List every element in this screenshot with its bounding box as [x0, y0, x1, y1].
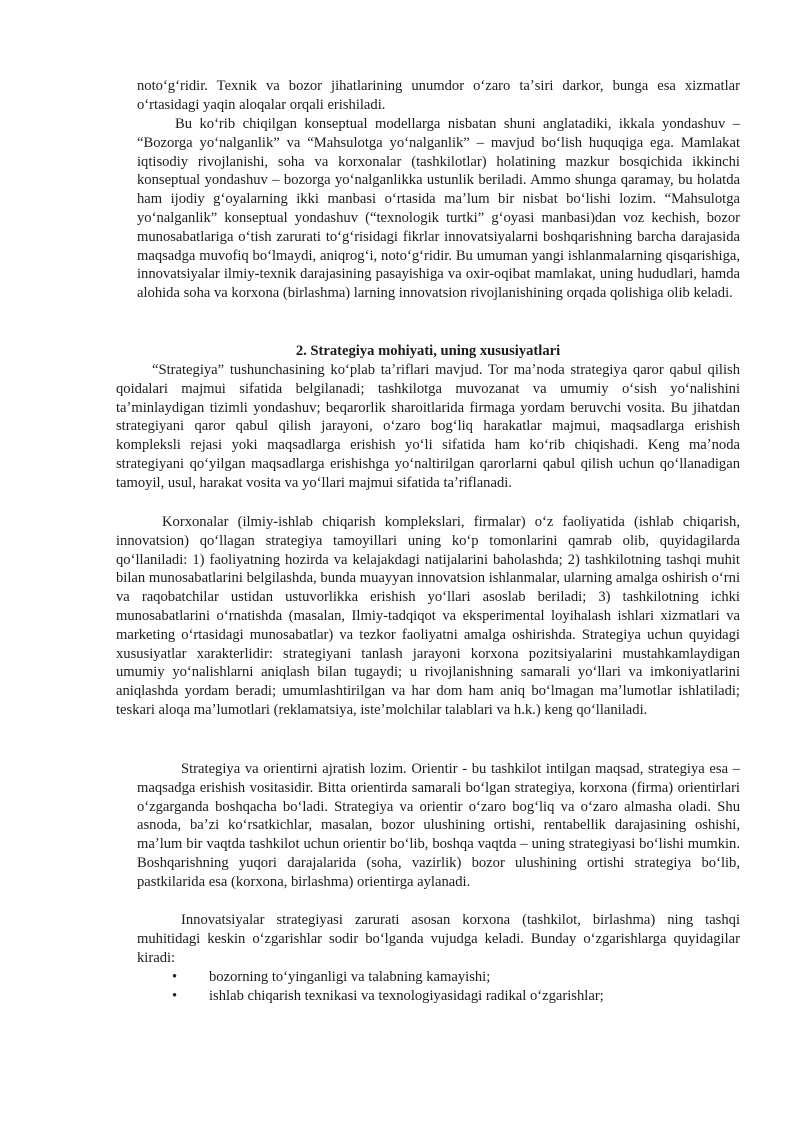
bullet-icon: •: [172, 969, 178, 985]
paragraph-conceptual-approaches: Bu koʻrib chiqilgan konseptual modellarga nisbatan shuni anglatadiki, ikkala yondashuv – “Bozorga yoʻnalganlik” va “Mahsulotga yoʻnalganlik” – mavjud boʻlish huquqiga ega. Mamlakat iqtisodiy rivojlanishi, soha va korxonalar (tashkilotlar) holatining mazkur bosqichida ikkinchi konseptual yondashuv – bozorga yoʻnalganlikka ustunlik beriladi. Ammo shunga qaramay, bu holatda ham ijodiy gʻoyalarning ikki manbasi oʻrtasida maʼlum bir nisbat boʻlishi lozim. “Mahsulotga yoʻnalganlik” konseptual yondashuv (“texnologik turtki” gʻoyasi manbasi)dan voz kechish, bozor munosabatlariga oʻtish zarurati toʻgʻrisidagi fikrlar innovatsiyalarni boshqarishning barcha darajasida maqsadga muvofiq boʻlmaydi, aniqrogʻi, notoʻgʻridir. Bu umuman yangi ishlanmalarning qisqarishiga, innovatsiyalar ilmiy-texnik darajasining pasayishiga va oxir-oqibat mamlakat, uning hududlari, hamda alohida soha va korxona (birlashma) larning innovatsion rivojlanishining orqada qolishiga olib keladi.: [137, 116, 740, 302]
list-item-text: ishlab chiqarish texnikasi va texnologiyasidagi radikal oʻzgarishlar;: [209, 988, 604, 1004]
paragraph-strategy-definition: “Strategiya” tushunchasining koʻplab taʼriflari mavjud. Tor maʼnoda strategiya qaror qabul qilish qoidalari majmui sifatida belgilanadi; tashkilotga muvozanat va umumiy oʻsish yoʻnalishini taʼminlaydigan tizimli yondashuv; beqarorlik sharoitlarida firmaga yordam beruvchi vosita. Bu jihatdan strategiyani qaror qabul qilish jarayoni, oʻzaro bogʻliq harakatlar majmui, maqsadlarga erishish kompleksli rejasi yoki maqsadlarga erishish yoʻli sifatida ham koʻrib chiqishadi. Keng maʼnoda strategiyani qoʻyilgan maqsadlarga erishishga yoʻnaltirilgan qarorlarni qabul qilish uchun qoʻllanadigan tamoyil, usul, harakat vosita va yoʻllari majmui sifatida taʼriflanadi.: [116, 362, 740, 491]
paragraph-innovation-strategy: Innovatsiyalar strategiyasi zarurati asosan korxona (tashkilot, birlashma) ning tashqi muhitidagi keskin oʻzgarishlar sodir boʻlganda vujudga keladi. Bunday oʻzgarishlarga quyidagilar kiradi:: [137, 912, 740, 966]
bullet-icon: •: [172, 988, 178, 1004]
paragraph-strategy-orientir: Strategiya va orientirni ajratish lozim. Orientir - bu tashkilot intilgan maqsad, strategiya esa – maqsadga erishish vositasidir. Bitta orientirda samarali boʻlgan strategiya, korxona (firma) orientirlari oʻzgarganda boshqacha boʻladi. Strategiya va orientir oʻzaro bogʻliq va oʻzaro almasha oladi. Shu asnoda, baʼzi koʻrsatkichlar, masalan, bozor ulushining ortishi, rentabellik darajasining oshishi, maʼlum bir vaqtda tashkilot uchun orientir boʻlib, boshqa vaqtda – uning strategiyasi boʻlishi mumkin. Boshqarishning yuqori darajalarida (soha, vazirlik) bozor ulushining ortishi strategiya boʻlib, pastkilarida esa (korxona, birlashma) orientirga aylanadi.: [137, 761, 740, 890]
list-item-text: bozorning toʻyinganligi va talabning kamayishi;: [209, 969, 491, 985]
paragraph-strategy-principles: Korxonalar (ilmiy-ishlab chiqarish komplekslari, firmalar) oʻz faoliyatida (ishlab chiqarish, innovatsion) qoʻllagan strategiya tamoyillari uning koʻp tomonlarini qamrab olib, quyidagilarda qoʻllaniladi: 1) faoliyatning hozirda va kelajakdagi natijalarini baholashda; 2) tashkilotning tashqi muhit bilan munosabatlarini belgilashda, bunda muayyan innovatsion ishlanmalar, ularning amalga oshirish oʻrni va raqobatchilar ustidan ustuvorlikka erishish yoʻllari asoslab beriladi; 3) tashkilotning ichki munosabatlarini oʻrnatishda (masalan, Ilmiy-tadqiqot va eksperimental loyihalash ishlari xizmatlari va marketing oʻrtasidagi munosabatlar) va tezkor faoliyatni amalga oshirishda. Strategiya uchun quyidagi xususiyatlar xarakterlidir: strategiyani tanlash jarayoni korxona pozitsiyalarini mustahkamlaydigan umumiy yoʻnalishlarni aniqlash bilan tugaydi; u rivojlanishning samarali yoʻllari va imkoniyatlarini aniqlashda yordam beradi; umumlashtirilgan va har dom ham aniq boʻlmagan maʼlumotlar ishlatiladi; teskari aloqa maʼlumotlari (reklamatsiya, isteʼmolchilar talablari va h.k.) keng qoʻllaniladi.: [116, 514, 740, 718]
paragraph-continuation: notoʻgʻridir. Texnik va bozor jihatlarining unumdor oʻzaro taʼsiri darkor, bunga esa xizmatlar oʻrtasidagi yaqin aloqalar orqali erishiladi.: [137, 78, 740, 113]
section-heading: 2. Strategiya mohiyati, uning xususiyatlari: [295, 343, 561, 359]
